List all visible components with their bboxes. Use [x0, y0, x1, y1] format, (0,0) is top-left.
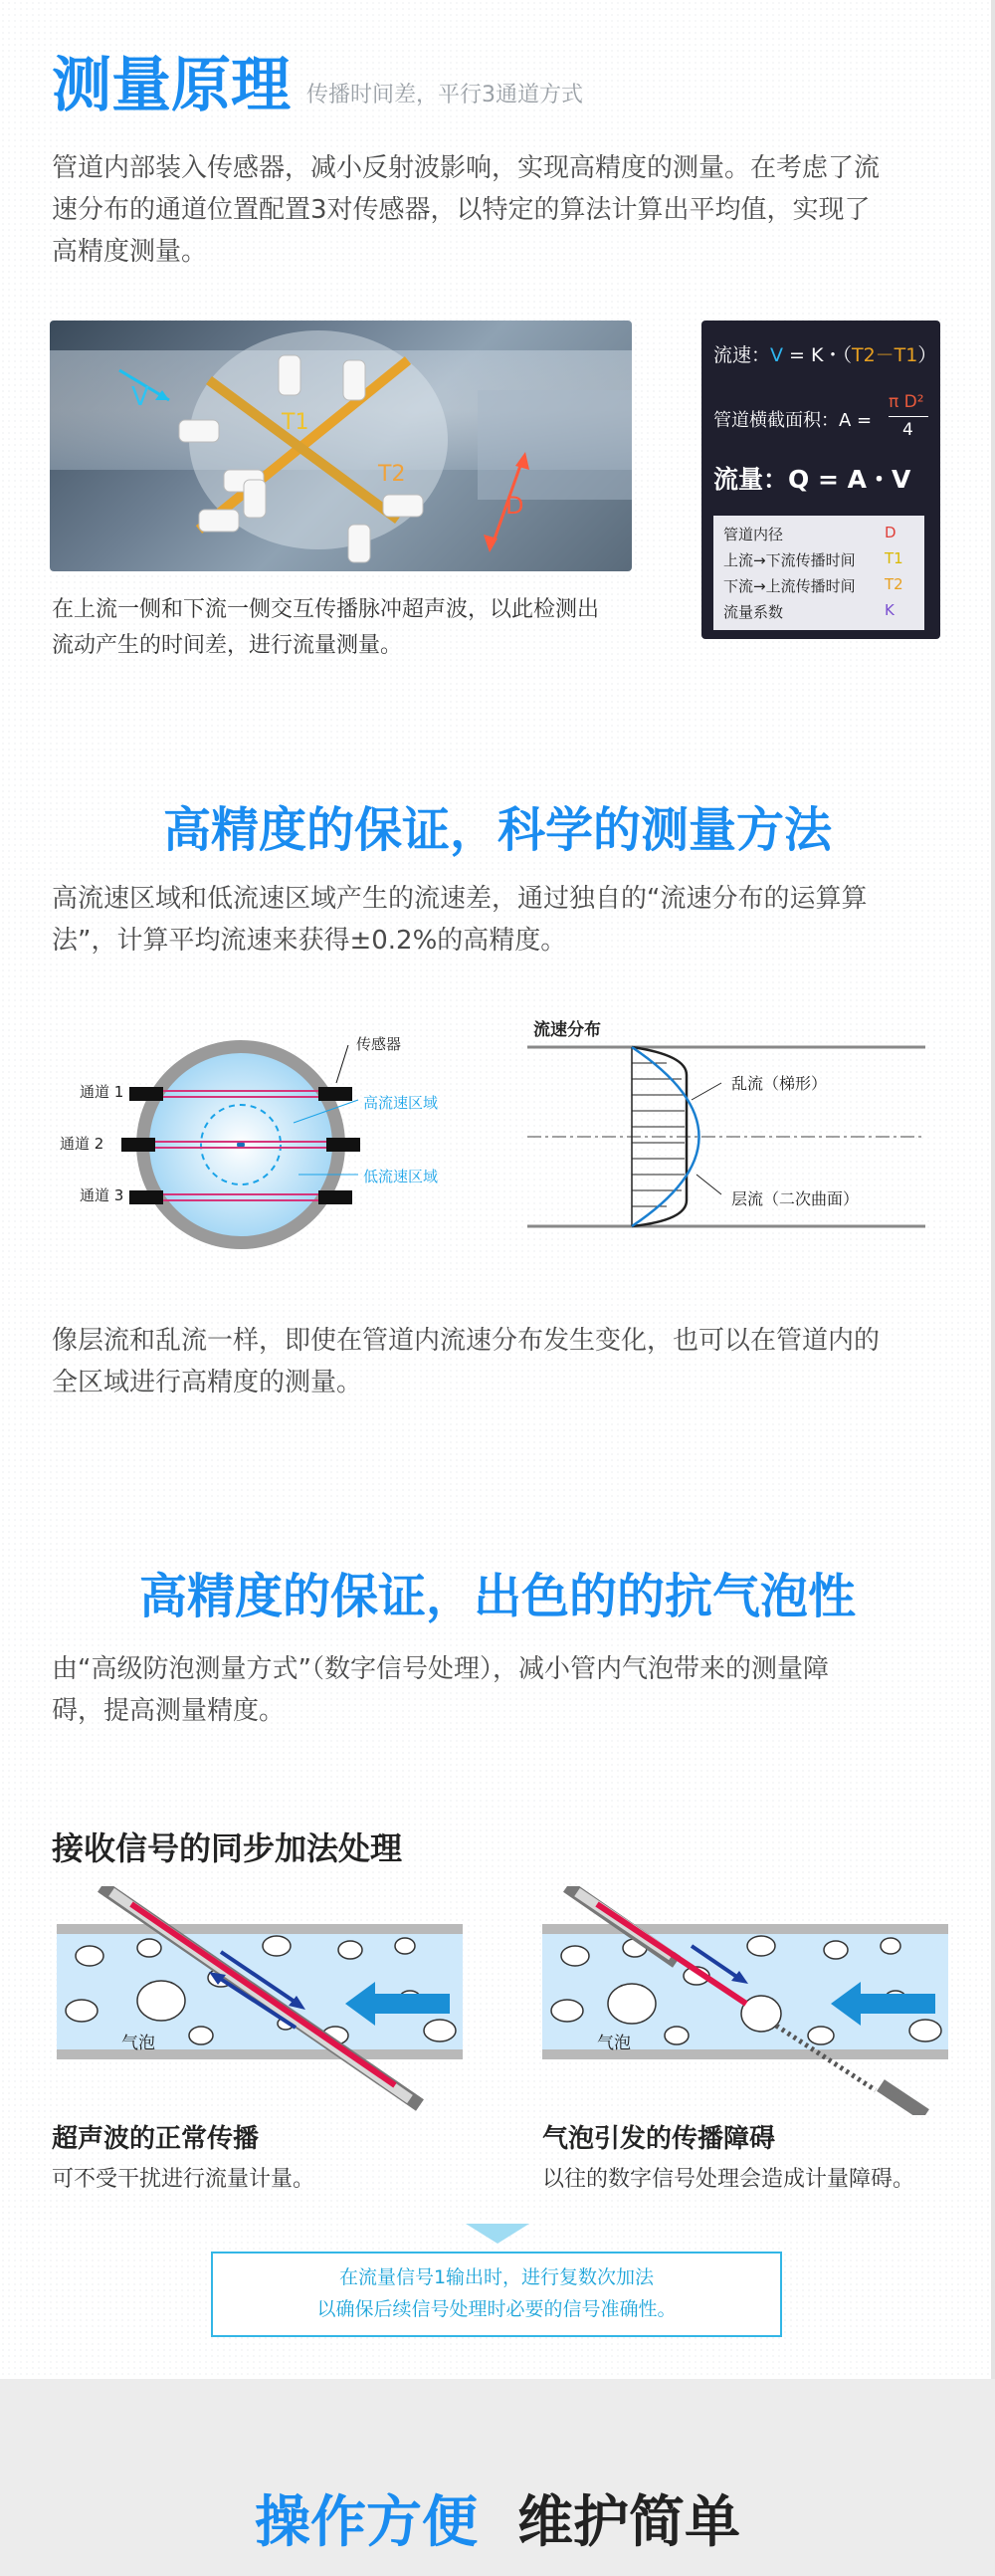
normal-propagation-diagram: [52, 1886, 470, 2115]
channel-3-label: 通道 3: [80, 1186, 124, 1204]
section-title-accuracy-method: 高精度的保证，科学的测量方法: [162, 802, 832, 858]
signal-note-box: 在流量信号1输出时，进行复数次加法 以确保后续信号处理时必要的信号准确性。: [211, 2252, 782, 2337]
accuracy-paragraph: 高流速区域和低流速区域产生的流速差，通过独自的“流速分布的运算算 法”，计算平均流速来获得±0.2%的高精度。: [52, 884, 868, 956]
fraction-bar: [889, 416, 928, 417]
down-arrow-icon: [466, 2224, 529, 2244]
formula-velocity: 流速：V = K・（T2－T1）: [713, 344, 937, 366]
photo-caption: 在上流一侧和下流一侧交互传播脉冲超声波，以此检测出 流动产生的时间差，进行流量测量。: [52, 597, 600, 658]
channel-diagram: [60, 1025, 527, 1264]
formula-panel: [701, 321, 940, 639]
t1-label: T1: [282, 410, 309, 435]
distribution-title: 流速分布: [533, 1020, 601, 1040]
bubble-label: 气泡: [121, 2034, 155, 2053]
formula-legend: 管道内径 D 上流→下流传播时间 T1 下流→上流传播时间 T2 流量系数 K: [713, 516, 924, 630]
laminar-label: 层流（二次曲面）: [731, 1189, 860, 1208]
channel-2-label: 通道 2: [60, 1135, 104, 1153]
formula-area: 管道横截面积：A =: [713, 410, 873, 431]
sync-addition-heading: 接收信号的同步加法处理: [52, 1829, 403, 1867]
high-velocity-label: 高流速区域: [363, 1094, 439, 1112]
distribution-paragraph: 像层流和乱流一样，即使在管道内流速分布发生变化，也可以在管道内的 全区域进行高精度的测量。: [52, 1326, 881, 1397]
section-title-measure-principle: 测量原理: [52, 51, 291, 120]
legend-item: 管道内径: [723, 526, 784, 543]
section-title-operation: 操作方便 维护简单: [255, 2490, 740, 2555]
legend-item: 下流→上流传播时间: [723, 577, 856, 595]
section-subtitle: 传播时间差，平行3通道方式: [306, 83, 583, 107]
bubble-label: 气泡: [597, 2034, 631, 2053]
sensor-pipe-photo: [50, 321, 632, 571]
formula-area-numerator: π D²: [889, 392, 924, 412]
turbulent-label: 乱流（梯形）: [731, 1074, 828, 1093]
formula-area-denominator: 4: [902, 420, 913, 440]
bubble-disturbance-diagram: [537, 1886, 955, 2115]
intro-paragraph: 管道内部装入传感器，减小反射波影响，实现高精度的测量。在考虑了流 速分布的通道位置配置3对传感器，以特定的算法计算出平均值，实现了 高精度测量。: [52, 153, 881, 267]
bubble-paragraph: 由“高级防泡测量方式”（数字信号处理），减小管内气泡带来的测量障 碍，提高测量精度。: [52, 1654, 829, 1726]
formula-flow: 流量：Q = A・V: [713, 465, 911, 494]
legend-item: 上流→下流传播时间: [723, 551, 856, 569]
channel-1-label: 通道 1: [80, 1083, 124, 1101]
bubble-disturbance-desc: 以往的数字信号处理会造成计量障碍。: [542, 2167, 915, 2192]
section-title-bubble-resistance: 高精度的保证，出色的的抗气泡性: [138, 1569, 856, 1624]
bubble-disturbance-caption: 气泡引发的传播障碍: [542, 2124, 776, 2154]
t2-label: T2: [378, 462, 406, 487]
diameter-label: D: [505, 492, 524, 520]
sensor-label: 传感器: [356, 1035, 402, 1053]
velocity-distribution-diagram: [527, 1015, 945, 1264]
normal-propagation-desc: 可不受干扰进行流量计量。: [52, 2167, 315, 2192]
legend-item: 流量系数: [723, 603, 784, 621]
velocity-label: V: [131, 382, 149, 412]
low-velocity-label: 低流速区域: [363, 1168, 439, 1185]
normal-propagation-caption: 超声波的正常传播: [52, 2124, 260, 2154]
